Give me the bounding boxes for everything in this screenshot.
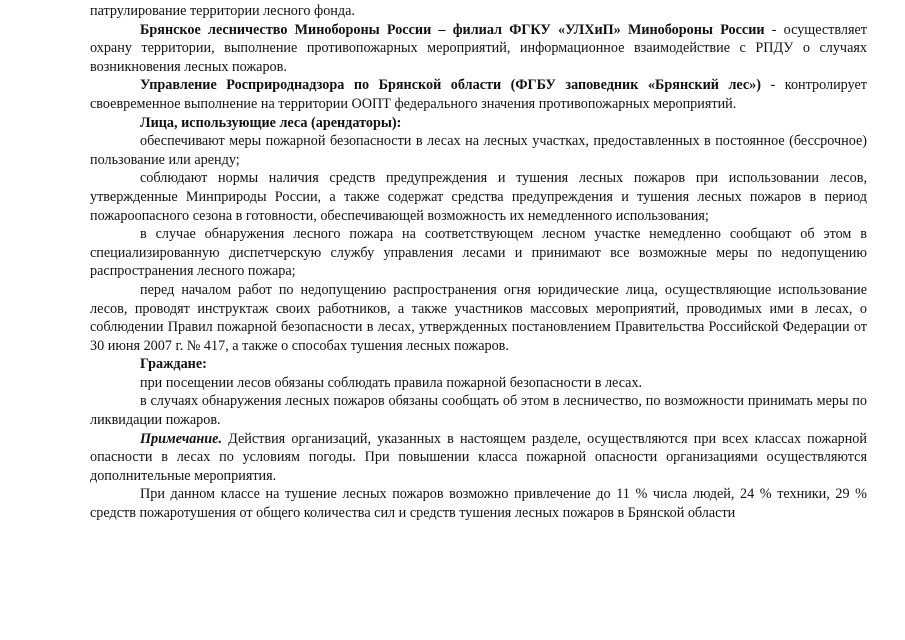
paragraph-forest-users-2: соблюдают нормы наличия средств предупреждения и тушения лесных пожаров при использовании лесов, утвержденные Минприроды России, а также содержат средства предупреждения и тушения лесных пожаров в период пожароопасного сезона в готовности, обеспечивающей возможность их немедленного использования; <box>90 170 867 224</box>
paragraph-rosprirodnadzor <box>90 76 867 113</box>
paragraph-text: - контролирует своевременное выполнение на территории ООПТ федерального значения противопожарных мероприятий. <box>90 77 867 112</box>
paragraph-continuation: патрулирование территории лесного фонда. <box>90 3 355 19</box>
heading-forest-users: Лица, использующие леса (арендаторы): <box>140 114 402 131</box>
paragraph-citizens-2: в случаях обнаружения лесных пожаров обязаны сообщать об этом в лесничество, по возможности принимать меры по ликвидации пожаров. <box>90 393 867 429</box>
paragraph-forest-users-1: обеспечивают меры пожарной безопасности в лесах на лесных участках, предоставленных в постоянное (бессрочное) пользование или аренду; <box>90 133 867 168</box>
note-label: Примечание. <box>140 430 223 447</box>
paragraph-text: Действия организаций, указанных в настоящем разделе, осуществляются при всех классах пожарной опасности в лесах по условиям погоды. При повышении класса пожарной опасности организациями осуществляются дополнительные мероприятия. <box>90 430 867 484</box>
org-name-bryansk-forestry: Брянское лесничество Минобороны России – филиал ФГКУ «УЛХиП» Минобороны России <box>140 21 765 38</box>
org-name-rosprirodnadzor: Управление Росприроднадзора по Брянской области (ФГБУ заповедник «Брянский лес») <box>140 77 762 94</box>
paragraph-citizens-1: при посещении лесов обязаны соблюдать правила пожарной безопасности в лесах. <box>140 374 643 391</box>
paragraph-forest-users-4: перед началом работ по недопущению распространения огня юридические лица, осуществляющие использование лесов, проводят инструктаж своих работников, а также участников массовых мероприятий, проводимых ими в лесах, о соблюдении Правил пожарной безопасности в лесах, утвержденных постановлением Правительства Российской Федерации от 30 июня 2007 г. № 417, а также о способах тушения лесных пожаров. <box>90 281 867 354</box>
paragraph-note <box>90 430 867 486</box>
document-page <box>90 2 867 523</box>
paragraph-forest-users-3: в случае обнаружения лесного пожара на соответствующем лесном участке немедленно сообщают об этом в специализированную диспетчерскую службу управления лесами и принимают все возможные меры по недопущению распространения лесного пожара; <box>90 226 867 280</box>
paragraph-resources: При данном классе на тушение лесных пожаров возможно привлечение до 11 % числа людей, 24 % техники, 29 % средств пожаротушения от общего количества сил и средств тушения лесных пожаров в Брянской области <box>90 486 867 522</box>
paragraph-text: - осуществляет охрану территории, выполнение противопожарных мероприятий, информационное взаимодействие с РПДУ о случаях возникновения лесных пожаров. <box>90 21 867 75</box>
paragraph-bryansk-forestry <box>90 21 867 77</box>
heading-citizens: Граждане: <box>140 356 207 373</box>
